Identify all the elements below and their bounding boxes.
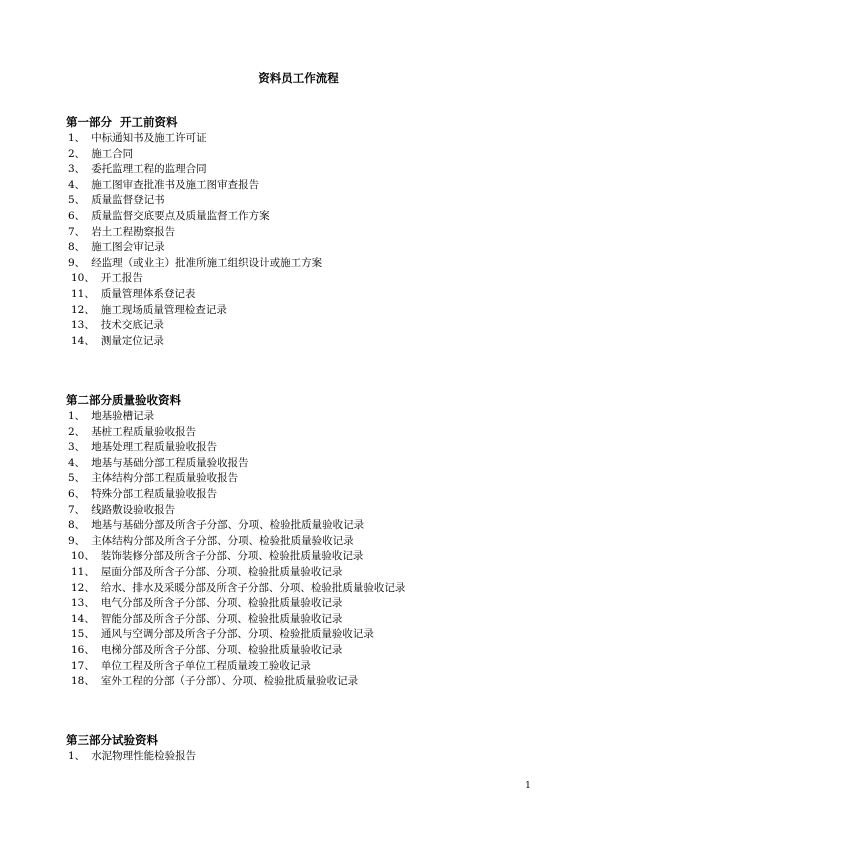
item-number: 5、 — [68, 472, 86, 485]
item-number: 14、 — [71, 612, 95, 625]
list-item — [66, 271, 766, 287]
item-number: 9、 — [68, 256, 86, 269]
item-number: 10、 — [71, 550, 95, 563]
list-item — [66, 147, 766, 163]
item-text: 质量管理体系登记表 — [100, 287, 196, 300]
item-number: 7、 — [68, 503, 86, 516]
item-text: 主体结构分部工程质量验收报告 — [91, 472, 239, 485]
item-text: 装饰装修分部及所含子分部、分项、检验批质量验收记录 — [100, 550, 364, 563]
list-item — [66, 256, 766, 272]
item-number: 12、 — [71, 581, 95, 594]
item-number: 15、 — [71, 628, 95, 641]
list-item — [66, 334, 766, 350]
list-item — [66, 674, 766, 690]
item-text: 电气分部及所含子分部、分项、检验批质量验收记录 — [100, 597, 343, 610]
item-text: 室外工程的分部（子分部）、分项、检验批质量验收记录 — [100, 675, 359, 688]
list-item — [66, 659, 766, 675]
item-number: 14、 — [71, 334, 95, 347]
list-item — [66, 534, 766, 550]
list-item — [66, 131, 766, 147]
list-item — [66, 240, 766, 256]
item-number: 6、 — [68, 209, 86, 222]
item-text: 施工现场质量管理检查记录 — [100, 303, 227, 316]
section-test-data — [66, 732, 766, 765]
item-text: 地基验槽记录 — [91, 410, 155, 422]
list-item — [66, 440, 766, 456]
list-item — [66, 518, 766, 534]
section-quality-acceptance — [66, 392, 766, 690]
list-item — [66, 627, 766, 643]
item-number: 3、 — [68, 441, 86, 454]
item-text: 单位工程及所含子单位工程质量竣工验收记录 — [100, 659, 311, 672]
item-text: 通风与空调分部及所含子分部、分项、检验批质量验收记录 — [100, 628, 374, 641]
section-heading: 第三部分试验资料 — [66, 733, 158, 747]
item-number: 2、 — [68, 425, 86, 438]
item-text: 经监理（或业主）批准所施工组织设计或施工方案 — [91, 256, 323, 269]
list-item — [66, 612, 766, 628]
item-text: 主体结构分部及所含子分部、分项、检验批质量验收记录 — [91, 534, 354, 547]
item-text: 测量定位记录 — [100, 334, 164, 347]
item-number: 17、 — [71, 659, 95, 672]
page-number: 1 — [525, 781, 531, 791]
item-number: 12、 — [71, 303, 95, 316]
item-text: 地基处理工程质量验收报告 — [91, 441, 218, 454]
section-heading: 第一部分 开工前资料 — [66, 115, 178, 129]
list-item — [66, 643, 766, 659]
item-number: 13、 — [71, 319, 95, 332]
list-item — [66, 425, 766, 441]
item-number: 11、 — [71, 565, 95, 578]
item-number: 16、 — [71, 643, 95, 656]
item-text: 技术交底记录 — [100, 319, 164, 332]
list-item — [66, 596, 766, 612]
item-text: 特殊分部工程质量验收报告 — [91, 487, 218, 500]
list-item — [66, 409, 766, 425]
item-number: 1、 — [68, 410, 86, 422]
item-text: 质量监督交底要点及质量监督工作方案 — [91, 209, 270, 222]
item-number: 8、 — [68, 519, 86, 532]
item-number: 5、 — [68, 194, 86, 207]
item-text: 地基与基础分部及所含子分部、分项、检验批质量验收记录 — [91, 519, 365, 532]
item-number: 18、 — [71, 675, 95, 688]
section-heading: 第二部分质量验收资料 — [66, 393, 181, 407]
item-text: 基桩工程质量验收报告 — [91, 425, 197, 438]
item-number: 2、 — [68, 147, 86, 160]
item-number: 6、 — [68, 487, 86, 500]
item-number: 4、 — [68, 456, 86, 469]
document-title: 资料员工作流程 — [258, 71, 339, 85]
list-item — [66, 549, 766, 565]
item-text: 质量监督登记书 — [91, 194, 165, 207]
list-item — [66, 178, 766, 194]
item-text: 委托监理工程的监理合同 — [91, 163, 207, 176]
list-item — [66, 487, 766, 503]
list-item — [66, 303, 766, 319]
list-item — [66, 565, 766, 581]
item-text: 电梯分部及所含子分部、分项、检验批质量验收记录 — [100, 643, 343, 656]
list-item — [66, 287, 766, 303]
list-item — [66, 471, 766, 487]
list-item — [66, 162, 766, 178]
list-item — [66, 456, 766, 472]
item-text: 水泥物理性能检验报告 — [91, 750, 197, 762]
item-text: 中标通知书及施工许可证 — [91, 132, 207, 144]
list-item — [66, 503, 766, 519]
item-text: 给水、排水及采暖分部及所含子分部、分项、检验批质量验收记录 — [100, 581, 406, 594]
item-number: 7、 — [68, 225, 86, 238]
list-item — [66, 749, 766, 765]
item-number: 4、 — [68, 178, 86, 191]
section-preconstruction — [66, 114, 766, 349]
item-number: 10、 — [71, 272, 95, 285]
item-text: 施工图会审记录 — [91, 241, 165, 254]
item-text: 开工报告 — [100, 272, 143, 285]
list-item — [66, 193, 766, 209]
list-item — [66, 581, 766, 597]
item-text: 屋面分部及所含子分部、分项、检验批质量验收记录 — [100, 565, 343, 578]
item-text: 施工合同 — [91, 147, 134, 160]
item-number: 11、 — [71, 287, 95, 300]
item-number: 13、 — [71, 597, 95, 610]
item-text: 岩土工程勘察报告 — [91, 225, 176, 238]
item-number: 8、 — [68, 241, 86, 254]
item-text: 地基与基础分部工程质量验收报告 — [91, 456, 249, 469]
item-text: 施工图审查批准书及施工图审查报告 — [91, 178, 260, 191]
item-number: 9、 — [68, 534, 86, 547]
item-number: 1、 — [68, 132, 86, 144]
list-item — [66, 318, 766, 334]
list-item — [66, 225, 766, 241]
item-number: 3、 — [68, 163, 86, 176]
item-text: 线路敷设验收报告 — [91, 503, 176, 516]
item-number: 1、 — [68, 750, 86, 762]
item-text: 智能分部及所含子分部、分项、检验批质量验收记录 — [100, 612, 343, 625]
list-item — [66, 209, 766, 225]
